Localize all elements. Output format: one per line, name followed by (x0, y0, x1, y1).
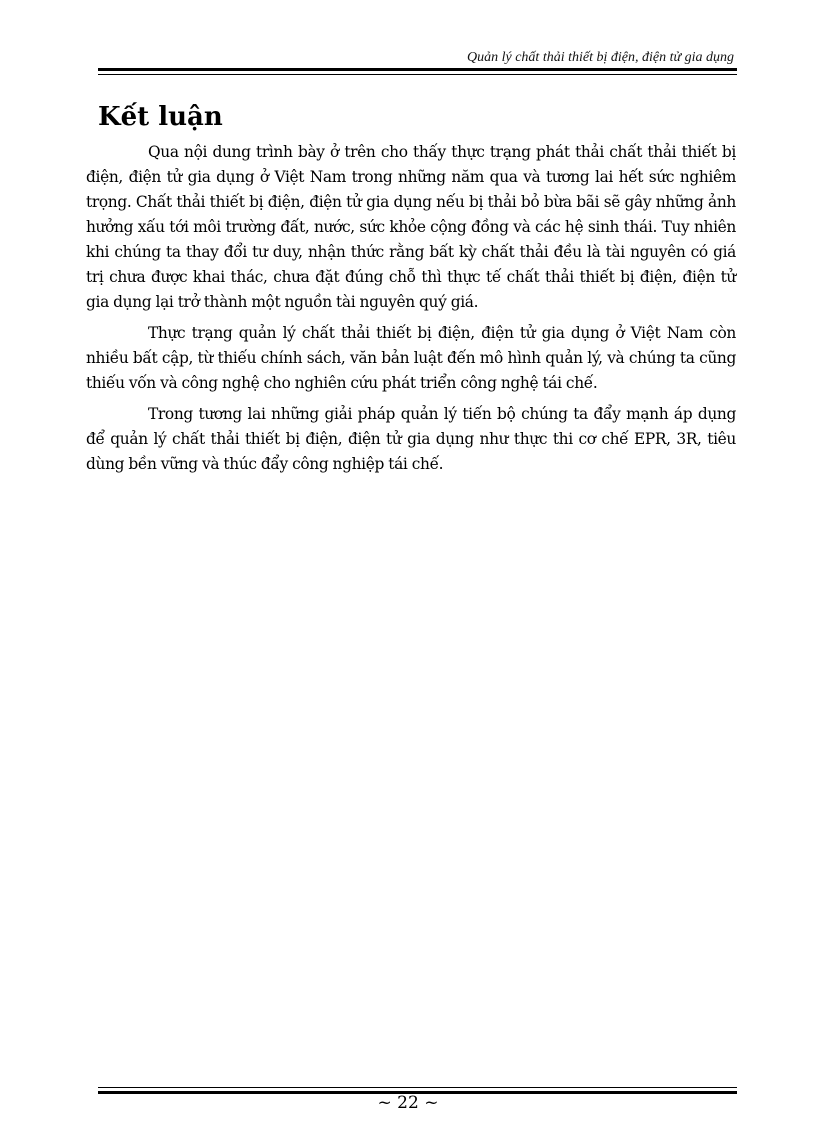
page-number: ~ 22 ~ (377, 1093, 439, 1113)
paragraph-2: Thực trạng quản lý chất thải thiết bị điện, điện tử gia dụng ở Việt Nam còn nhiều bất cập, từ thiếu chính sách, văn bản luật đến mô hình quản lý, và chúng ta cũng thiếu vốn và công nghệ cho nghiên cứu phát triển công nghệ tái chế. (86, 324, 736, 392)
paragraph-1: Qua nội dung trình bày ở trên cho thấy thực trạng phát thải chất thải thiết bị điện, điện tử gia dụng ở Việt Nam trong những năm qua và tương lai hết sức nghiêm trọng. Chất thải thiết bị điện, điện tử gia dụng nếu bị thải bỏ bừa bãi sẽ gây những ảnh hưởng xấu tới môi trường đất, nước, sức khỏe cộng đồng và các hệ sinh thái. Tuy nhiên khi chúng ta thay đổi tư duy, nhận thức rằng bất kỳ chất thải đều là tài nguyên có giá trị chưa được khai thác, chưa đặt đúng chỗ thì thực tế chất thải thiết bị điện, điện tử gia dụng lại trở thành một nguồn tài nguyên quý giá. (86, 143, 736, 311)
section-heading: Kết luận (98, 102, 223, 132)
header-divider (98, 68, 737, 75)
paragraph-3: Trong tương lai những giải pháp quản lý tiến bộ chúng ta đẩy mạnh áp dụng để quản lý chất thải thiết bị điện, điện tử gia dụng như thực thi cơ chế EPR, 3R, tiêu dùng bền vững và thúc đẩy công nghiệp tái chế. (86, 405, 736, 473)
body-text (86, 140, 736, 483)
running-header: Quản lý chất thải thiết bị điện, điện tử gia dụng (467, 50, 734, 65)
